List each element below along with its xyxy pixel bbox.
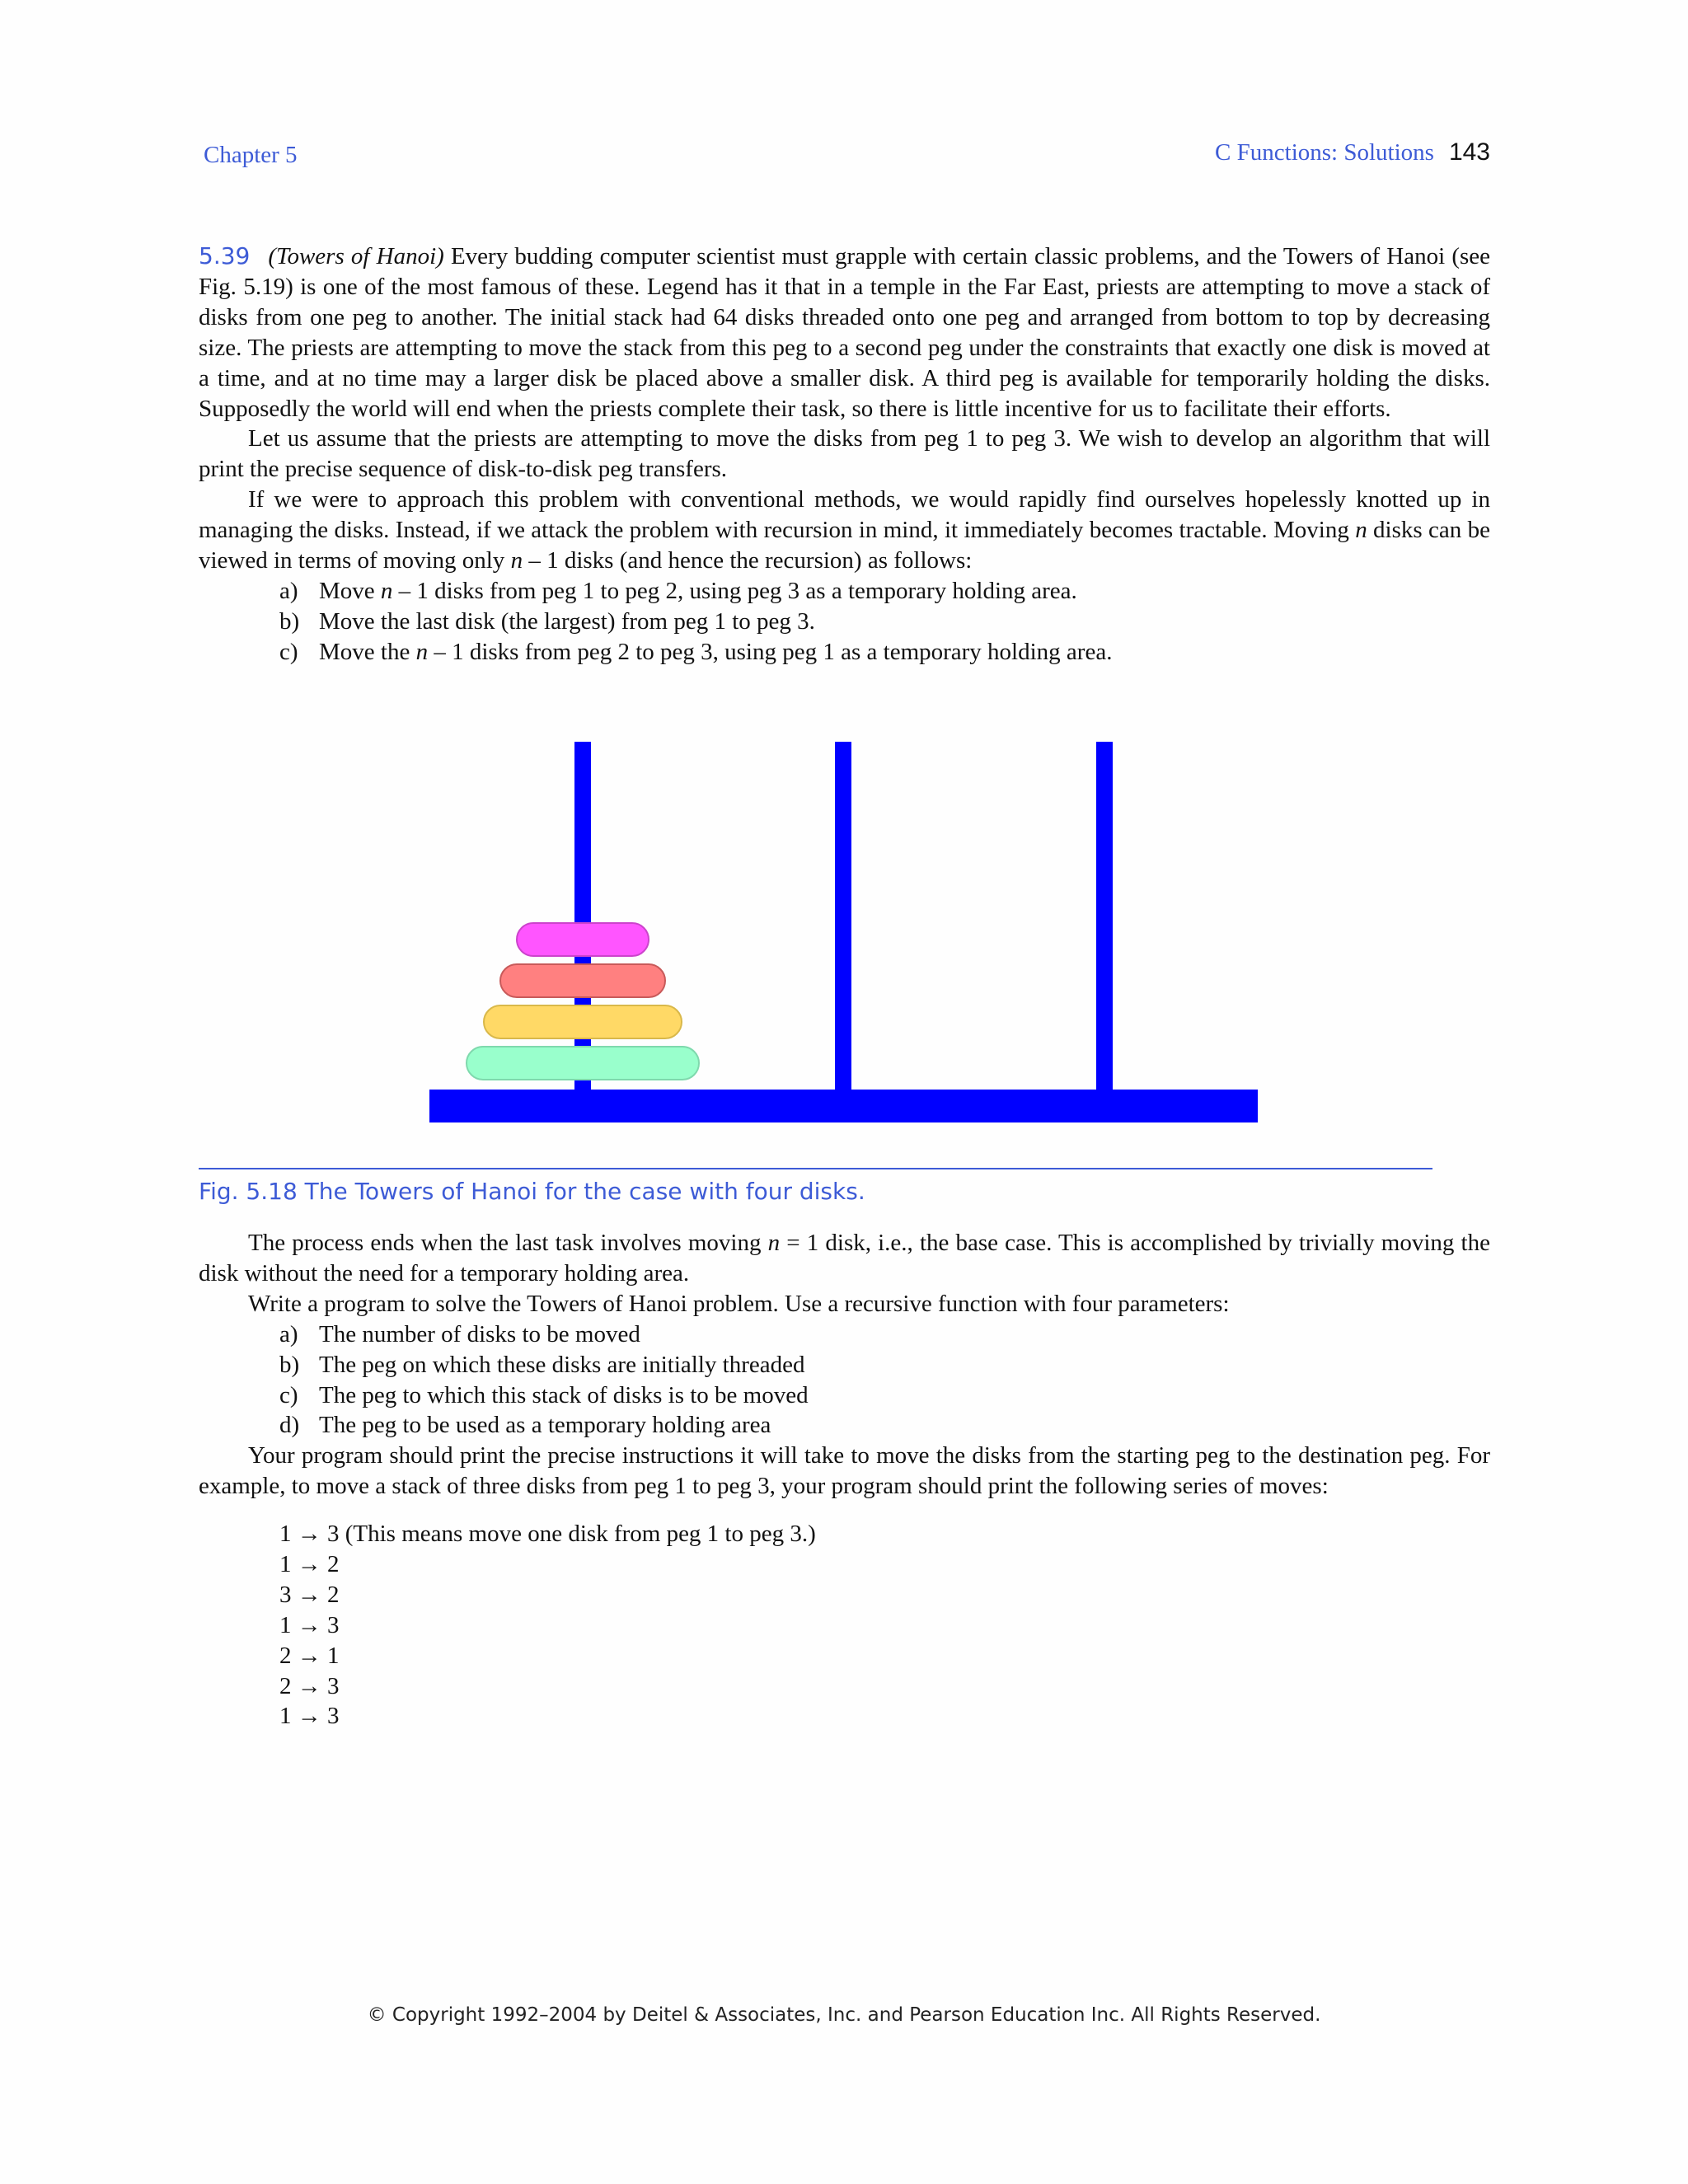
move-line: 2 → 1 bbox=[279, 1642, 340, 1669]
after-figure-text bbox=[199, 1228, 1490, 1502]
param-label: d) bbox=[279, 1412, 300, 1439]
recursion-steps bbox=[199, 576, 1490, 668]
param-label: a) bbox=[279, 1320, 298, 1347]
paragraph-6: Your program should print the precise instructions it will take to move the disks from the starting peg to the destination peg. For example, to move a stack of three disks from peg 1 to peg 3, your program should print the following series of moves: bbox=[199, 1442, 1490, 1500]
move-line: 3 → 2 bbox=[279, 1581, 340, 1608]
param-text: The peg to be used as a temporary holding area bbox=[319, 1412, 771, 1439]
moves-list bbox=[279, 1519, 816, 1732]
parameter-item bbox=[279, 1319, 1490, 1350]
param-text: The peg on which these disks are initially threaded bbox=[319, 1351, 805, 1378]
exercise-paragraph-1 bbox=[199, 241, 1490, 424]
step-item bbox=[279, 607, 1490, 637]
step-text-post: – 1 disks from peg 1 to peg 2, using peg 3 as a temporary holding area. bbox=[392, 577, 1077, 604]
disk-4 bbox=[467, 1047, 699, 1080]
exercise-p1: Every budding computer scientist must grapple with certain classic problems, and the Towers of Hanoi (see Fig. 5.19) is one of the most famous of these. Legend has it that in a temple in the Far East, priests are attempting to move a stack of disks from one peg to another. The initial stack had 64 disks threaded onto one peg and arranged from bottom to top by decreasing size. The priests are attempting to move the stack from this peg to a second peg under the constraints that exactly one disk is moved at a time, and at no time may a larger disk be placed above a smaller disk. A third peg is available for temporarily holding the disks. Supposedly the world will end when the priests complete their task, so there is little incentive for us to facilitate their efforts. bbox=[199, 243, 1491, 422]
header-right bbox=[1215, 138, 1490, 166]
parameter-list bbox=[199, 1319, 1490, 1441]
peg-2 bbox=[835, 742, 851, 1098]
figure-caption-text: The Towers of Hanoi for the case with four disks. bbox=[304, 1178, 865, 1205]
step-text-post: – 1 disks from peg 2 to peg 3, using peg 1 as a temporary holding area. bbox=[428, 638, 1113, 665]
exercise-paragraph-2: Let us assume that the priests are attempting to move the disks from peg 1 to peg 3. We wish to develop an algorithm that will print the precise sequence of disk-to-disk peg transfers. bbox=[199, 425, 1490, 483]
peg-base bbox=[429, 1090, 1258, 1122]
p3-n2: n bbox=[510, 547, 523, 574]
step-n: n bbox=[415, 638, 429, 665]
step-text: Move the last disk (the largest) from peg 1 to peg 3. bbox=[319, 607, 815, 635]
step-label: c) bbox=[279, 638, 298, 665]
p3-part-a: If we were to approach this problem with conventional methods, we would rapidly find ourselves hopelessly knotted up in managing the disks. Instead, if we attack the problem with recursion in mind, it immediately becomes tractable. Moving bbox=[199, 486, 1490, 544]
param-text: The peg to which this stack of disks is to be moved bbox=[319, 1381, 809, 1408]
figure-caption bbox=[199, 1178, 865, 1205]
exercise-number: 5.39 bbox=[199, 242, 251, 269]
move-line: 1 → 3 bbox=[279, 1611, 340, 1638]
disk-3 bbox=[484, 1005, 682, 1038]
exercise-text bbox=[199, 241, 1490, 668]
copyright-footer: © Copyright 1992–2004 by Deitel & Associates, Inc. and Pearson Education Inc. All Rights Reserved. bbox=[367, 2004, 1321, 2026]
p4-n: n bbox=[767, 1230, 781, 1256]
move-line: 1 → 3 (This means move one disk from peg 1 to peg 3.) bbox=[279, 1521, 816, 1547]
figure-rule bbox=[199, 1168, 1432, 1169]
move-line: 1 → 2 bbox=[279, 1550, 340, 1577]
p3-part-c: – 1 disks (and hence the recursion) as follows: bbox=[523, 547, 973, 574]
step-item bbox=[279, 637, 1490, 668]
move-line: 1 → 3 bbox=[279, 1703, 340, 1730]
disk-2 bbox=[500, 964, 665, 997]
disk-1 bbox=[517, 923, 649, 956]
p3-n1: n bbox=[1355, 517, 1367, 544]
exercise-paragraph-3 bbox=[199, 485, 1490, 576]
step-label: a) bbox=[279, 577, 298, 604]
peg-3 bbox=[1096, 742, 1113, 1098]
step-label: b) bbox=[279, 607, 300, 635]
p4-part-a: The process ends when the last task involves moving bbox=[248, 1230, 768, 1256]
header-chapter: Chapter 5 bbox=[204, 142, 298, 168]
param-label: b) bbox=[279, 1351, 300, 1378]
parameter-item bbox=[279, 1410, 1490, 1441]
peg-1 bbox=[574, 742, 591, 1098]
param-label: c) bbox=[279, 1381, 298, 1408]
paragraph-5: Write a program to solve the Towers of Hanoi problem. Use a recursive function with four parameters: bbox=[248, 1290, 1230, 1317]
param-text: The number of disks to be moved bbox=[319, 1320, 640, 1347]
parameter-item bbox=[279, 1380, 1490, 1411]
exercise-title: (Towers of Hanoi) bbox=[268, 243, 444, 269]
parameter-item bbox=[279, 1350, 1490, 1380]
page-number: 143 bbox=[1448, 138, 1490, 166]
step-n: n bbox=[380, 577, 393, 604]
header-section: C Functions: Solutions bbox=[1215, 139, 1434, 166]
step-item bbox=[279, 576, 1490, 607]
figure-caption-number: Fig. 5.18 bbox=[199, 1178, 298, 1205]
move-line: 2 → 3 bbox=[279, 1672, 340, 1699]
p4-part-b: = 1 disk, i.e., the base case. This is accomplished by trivially moving the disk without the need for a temporary holding area. bbox=[199, 1230, 1490, 1286]
paragraph-4 bbox=[199, 1228, 1490, 1289]
p3-part-b: disks can be viewed in terms of moving only bbox=[199, 517, 1490, 574]
towers-of-hanoi-figure bbox=[420, 733, 1269, 1129]
step-text: Move the bbox=[319, 638, 416, 665]
step-text: Move bbox=[319, 577, 381, 604]
